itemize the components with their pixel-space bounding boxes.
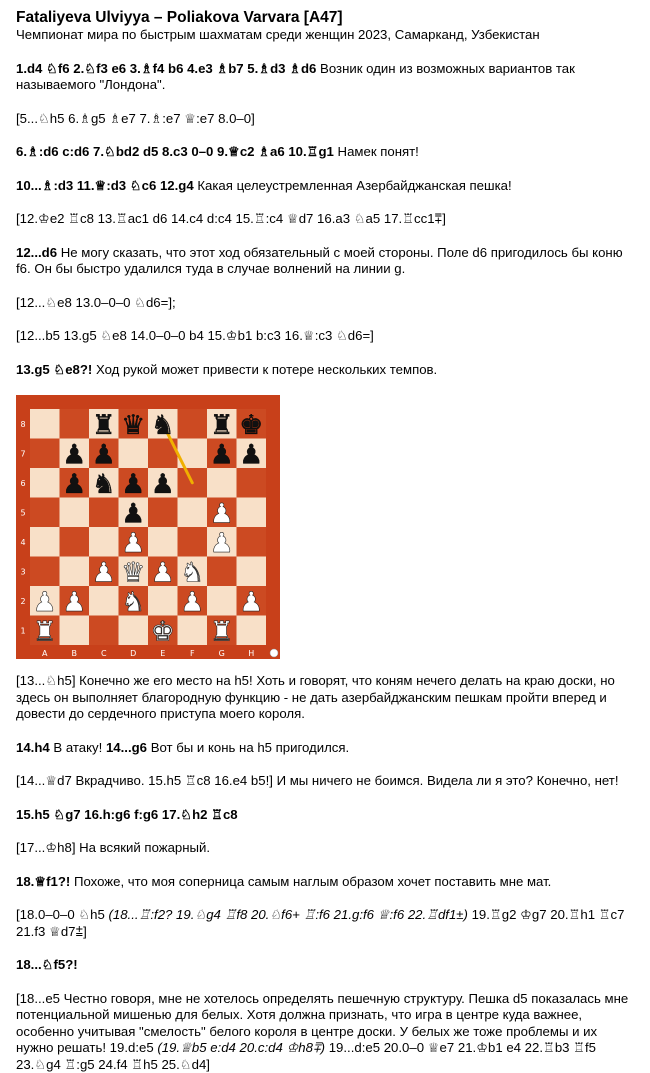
comment-text: [12...♘e8 13.0–0–0 ♘d6=];: [16, 294, 176, 310]
board-square: [178, 616, 208, 646]
board-square: [60, 527, 90, 557]
annotation-paragraph: [16, 111, 634, 128]
rank-label: 3: [20, 567, 26, 577]
white-rook-piece: ♜: [32, 616, 57, 648]
event-subtitle: Чемпионат мира по быстрым шахматам среди женщин 2023, Самарканд, Узбекистан: [16, 27, 540, 43]
comment-text: [12.♔e2 ♖c8 13.♖ac1 d6 14.c4 d:c4 15.♖:c4 ♕d7 16.a3 ♘a5 17.♖cc1⩱]: [16, 211, 446, 227]
move-text: 13.g5 ♘e8?!: [16, 361, 93, 377]
annotation-paragraph: [16, 957, 634, 974]
board-square: [237, 468, 267, 498]
black-pawn-piece: ♟: [150, 469, 175, 501]
side-to-move-indicator: [270, 649, 278, 657]
comment-text: Намек понят!: [333, 144, 419, 160]
file-label: C: [100, 649, 107, 659]
rank-label: 7: [20, 449, 26, 459]
move-text: 15.h5 ♘g7 16.h:g6 f:g6 17.♘h2 ♖c8: [16, 806, 238, 822]
annotation-paragraph: [16, 740, 634, 757]
white-pawn-piece: ♟: [121, 528, 146, 560]
white-knight-piece: ♞: [180, 557, 205, 589]
black-queen-piece: ♛: [121, 410, 146, 442]
white-pawn-piece: ♟: [32, 587, 57, 619]
rank-label: 8: [20, 420, 26, 430]
comment-text: [5...♘h5 6.♗g5 ♗e7 7.♗:e7 ♕:e7 8.0–0]: [16, 110, 255, 126]
white-rook-piece: ♜: [209, 616, 234, 648]
board-square: [30, 527, 60, 557]
black-pawn-piece: ♟: [121, 498, 146, 530]
board-square: [148, 527, 178, 557]
board-square: [30, 409, 60, 439]
board-square: [60, 557, 90, 587]
move-text: 14...g6: [105, 739, 148, 755]
file-label: G: [218, 649, 225, 659]
file-label: H: [248, 649, 255, 659]
annotation-block-after: [16, 673, 634, 1073]
rank-label: 2: [20, 597, 26, 607]
annotation-paragraph: [16, 991, 634, 1073]
annotation-paragraph: [16, 61, 634, 94]
board-square: [148, 586, 178, 616]
white-pawn-piece: ♟: [239, 587, 264, 619]
board-square: [60, 498, 90, 528]
board-square: [60, 616, 90, 646]
annotation-block-before: [16, 61, 634, 379]
game-title: Fataliyeva Ulviyya – Poliakova Varvara [A47]: [16, 9, 343, 26]
file-label: F: [189, 649, 195, 659]
annotation-paragraph: [16, 245, 634, 278]
comment-text: [13...♘h5] Конечно же его место на h5! Хоть и говорят, что коням нечего делать на краю доски, но здесь он выполняет благородную функцию - не дать азербайджанским пешкам пройти вперед и довести до сердечного приступа моего короля.: [16, 673, 615, 722]
annotation-paragraph: [16, 907, 634, 940]
board-square: [207, 586, 237, 616]
rank-label: 1: [20, 626, 26, 636]
black-pawn-piece: ♟: [121, 469, 146, 501]
annotation-paragraph: [16, 295, 634, 312]
comment-text: Ход рукой может привести к потере нескольких темпов.: [92, 361, 438, 377]
board-square: [89, 586, 119, 616]
move-text: 6.♗:d6 c:d6 7.♘bd2 d5 8.c3 0–0 9.♕c2 ♗a6 10.♖g1: [16, 144, 334, 160]
black-rook-piece: ♜: [91, 410, 116, 442]
annotation-paragraph: [16, 840, 634, 857]
annotation-paragraph: [16, 874, 634, 891]
board-square: [148, 498, 178, 528]
file-label: E: [160, 649, 166, 659]
comment-text: [14...♕d7 Вкрадчиво. 15.h5 ♖c8 16.e4 b5!] И мы ничего не боимся. Видела ли я это? Конечно, нет!: [16, 773, 619, 789]
comment-text: 19.♖g2 ♔g7 20.♖h1 ♖c7 21.f3 ♕d7⩲]: [16, 907, 625, 939]
board-square: [119, 616, 149, 646]
comment-text: [18.0–0–0 ♘h5: [16, 907, 109, 923]
move-text: 10...♗:d3 11.♕:d3 ♘c6 12.g4: [16, 177, 194, 193]
white-pawn-piece: ♟: [209, 528, 234, 560]
rank-label: 5: [20, 508, 26, 518]
comment-text: (18...♖:f2? 19.♘g4 ♖f8 20.♘f6+ ♖:f6 21.g:f6 ♕:f6 22.♖df1±): [108, 907, 468, 923]
chess-diagram: [16, 395, 280, 659]
board-square: [89, 616, 119, 646]
comment-text: Похоже, что моя соперница самым наглым образом хочет поставить мне мат.: [70, 873, 552, 889]
comment-text: [17...♔h8] На всякий пожарный.: [16, 840, 211, 856]
board-square: [207, 468, 237, 498]
black-pawn-piece: ♟: [239, 439, 264, 471]
comment-text: 19...d:e5 20.0–0 ♕e7 21.♔b1 e4 22.♖b3 ♖f5 23.♘g4 ♖:g5 24.f4 ♖h5 25.♘d4]: [16, 1040, 596, 1072]
black-rook-piece: ♜: [209, 410, 234, 442]
annotation-paragraph: [16, 328, 634, 345]
comment-text: Не могу сказать, что этот ход обязательный с моей стороны. Поле d6 пригодилось бы коню f6. Он бы быстро удалился туда в случае волнений на линии g.: [16, 244, 623, 277]
move-text: 18...♘f5?!: [16, 957, 78, 973]
board-square: [178, 498, 208, 528]
comment-text: [12...b5 13.g5 ♘e8 14.0–0–0 b4 15.♔b1 b:c3 16.♕:c3 ♘d6=]: [16, 328, 374, 344]
board-square: [30, 498, 60, 528]
annotation-paragraph: [16, 178, 634, 195]
file-label: B: [71, 649, 77, 659]
board-square: [237, 498, 267, 528]
black-pawn-piece: ♟: [62, 469, 87, 501]
white-king-piece: ♚: [150, 616, 175, 648]
board-square: [89, 527, 119, 557]
move-text: 12...d6: [16, 244, 58, 260]
white-pawn-piece: ♟: [209, 498, 234, 530]
board-square: [237, 616, 267, 646]
comment-text: (19.♕b5 e:d4 20.c:d4 ♔h8⩱): [157, 1040, 326, 1056]
comment-text: Возник один из возможных вариантов так называемого "Лондона".: [16, 60, 575, 93]
board-square: [237, 527, 267, 557]
comment-text: В атаку!: [49, 739, 106, 755]
file-label: A: [42, 649, 48, 659]
white-pawn-piece: ♟: [180, 587, 205, 619]
board-square: [60, 409, 90, 439]
black-pawn-piece: ♟: [209, 439, 234, 471]
chess-board: [16, 395, 280, 659]
comment-text: Какая целеустремленная Азербайджанская пешка!: [193, 177, 512, 193]
board-square: [119, 439, 149, 469]
board-square: [30, 439, 60, 469]
board-square: [30, 468, 60, 498]
board-square: [237, 557, 267, 587]
annotation-paragraph: [16, 807, 634, 824]
board-square: [207, 557, 237, 587]
rank-label: 6: [20, 479, 26, 489]
comment-text: Вот бы и конь на h5 пригодился.: [147, 739, 350, 755]
white-pawn-piece: ♟: [62, 587, 87, 619]
black-pawn-piece: ♟: [91, 439, 116, 471]
annotation-paragraph: [16, 773, 634, 790]
board-square: [178, 527, 208, 557]
move-text: 18.♕f1?!: [16, 873, 71, 889]
black-knight-piece: ♞: [150, 410, 175, 442]
white-pawn-piece: ♟: [150, 557, 175, 589]
annotation-paragraph: [16, 144, 634, 161]
white-knight-piece: ♞: [121, 587, 146, 619]
annotation-paragraph: [16, 673, 634, 723]
white-pawn-piece: ♟: [91, 557, 116, 589]
move-text: 1.d4 ♘f6 2.♘f3 e6 3.♗f4 b6 4.e3 ♗b7 5.♗d3 ♗d6: [16, 60, 317, 76]
white-queen-piece: ♛: [121, 557, 146, 589]
board-square: [30, 557, 60, 587]
black-knight-piece: ♞: [91, 469, 116, 501]
comment-text: [18...e5 Честно говоря, мне не хотелось определять пешечную структуру. Пешка d5 показалась мне потенциальной мишенью для белых. Хотя должна признать, что игра в центре куда важнее, особенно учитывая "смелость" белого короля в центре доски. У белых же тоже проблемы и их нужно решать! 19.d:e5: [16, 990, 629, 1056]
annotation-paragraph: [16, 362, 634, 379]
rank-label: 4: [20, 538, 26, 548]
black-pawn-piece: ♟: [62, 439, 87, 471]
board-square: [89, 498, 119, 528]
annotation-paragraph: [16, 211, 634, 228]
board-square: [178, 409, 208, 439]
move-text: 14.h4: [16, 739, 50, 755]
file-label: D: [130, 649, 137, 659]
black-king-piece: ♚: [239, 410, 264, 442]
